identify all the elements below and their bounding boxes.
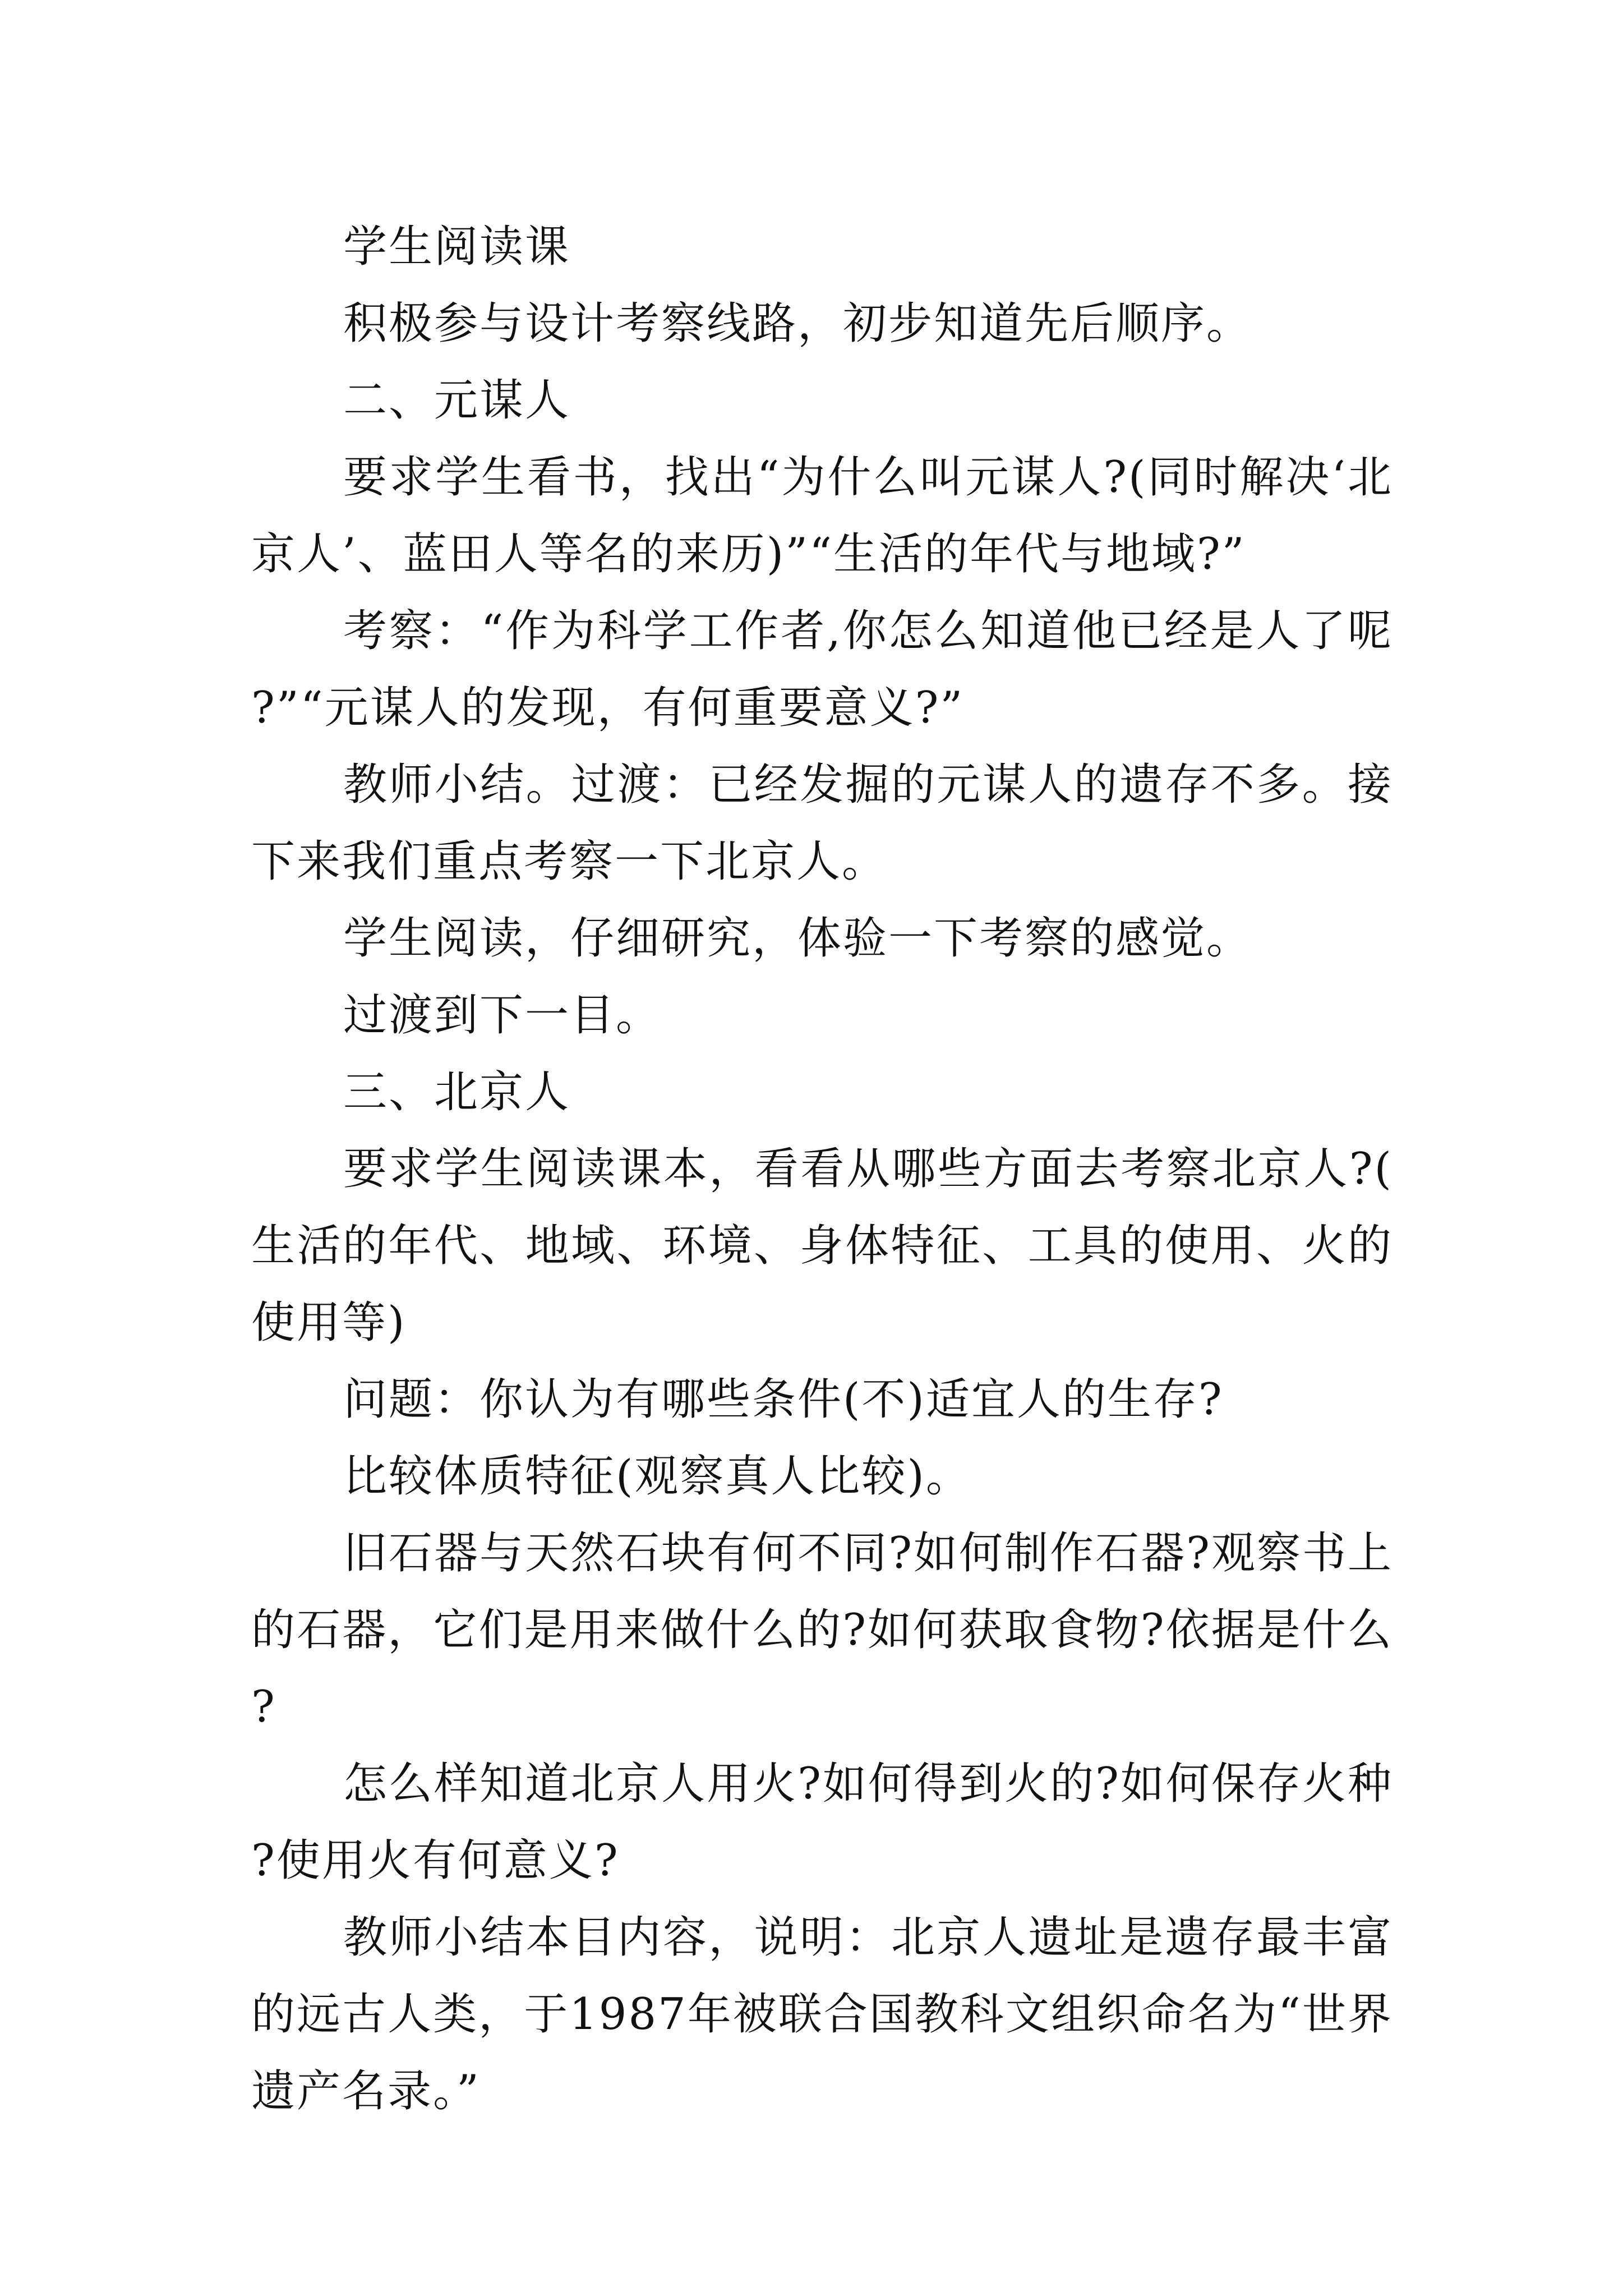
paragraph-route-design: 积极参与设计考察线路，初步知道先后顺序。: [343, 298, 1252, 349]
paragraph-transition: 过渡到下一目。: [343, 990, 662, 1041]
paragraph-student-research: 学生阅读，仔细研究，体验一下考察的感觉。: [343, 913, 1252, 964]
paragraph-teacher-summary: 教师小结。过渡：已经发掘的元谋人的遗存不多。接下来我们重点考察一下北京人。: [251, 760, 1393, 887]
paragraph-yuanmou-questions: 要求学生看书，找出“为什么叫元谋人?(同时解决‘北京人’、蓝田人等名的来历)”“生活的年代与地域?”: [251, 452, 1393, 579]
paragraph-question-conditions: 问题：你认为有哪些条件(不)适宜人的生存?: [343, 1374, 1224, 1425]
paragraph-peking-man-reading: 要求学生阅读课本，看看从哪些方面去考察北京人?(生活的年代、地域、环境、身体特征、工具的使用、火的使用等): [251, 1144, 1393, 1348]
paragraph-investigation: 考察：“作为科学工作者,你怎么知道他已经是人了呢?”“元谋人的发现，有何重要意义?”: [251, 606, 1393, 733]
paragraph-stone-tools: 旧石器与天然石块有何不同?如何制作石器?观察书上的石器，它们是用来做什么的?如何获取食物?依据是什么?: [251, 1528, 1393, 1732]
paragraph-student-reading: 学生阅读课: [343, 222, 571, 272]
section-heading-peking-man: 三、北京人: [343, 1067, 571, 1117]
paragraph-fire-use: 怎么样知道北京人用火?如何得到火的?如何保存火种?使用火有何意义?: [251, 1759, 1393, 1886]
paragraph-compare-features: 比较体质特征(观察真人比较)。: [343, 1451, 971, 1502]
paragraph-final-summary: 教师小结本目内容，说明：北京人遗址是遗存最丰富的远古人类，于1987年被联合国教科文组织命名为“世界遗产名录。”: [251, 1912, 1393, 2116]
document-body: [251, 209, 1393, 2130]
section-heading-yuanmou: 二、元谋人: [343, 375, 571, 426]
